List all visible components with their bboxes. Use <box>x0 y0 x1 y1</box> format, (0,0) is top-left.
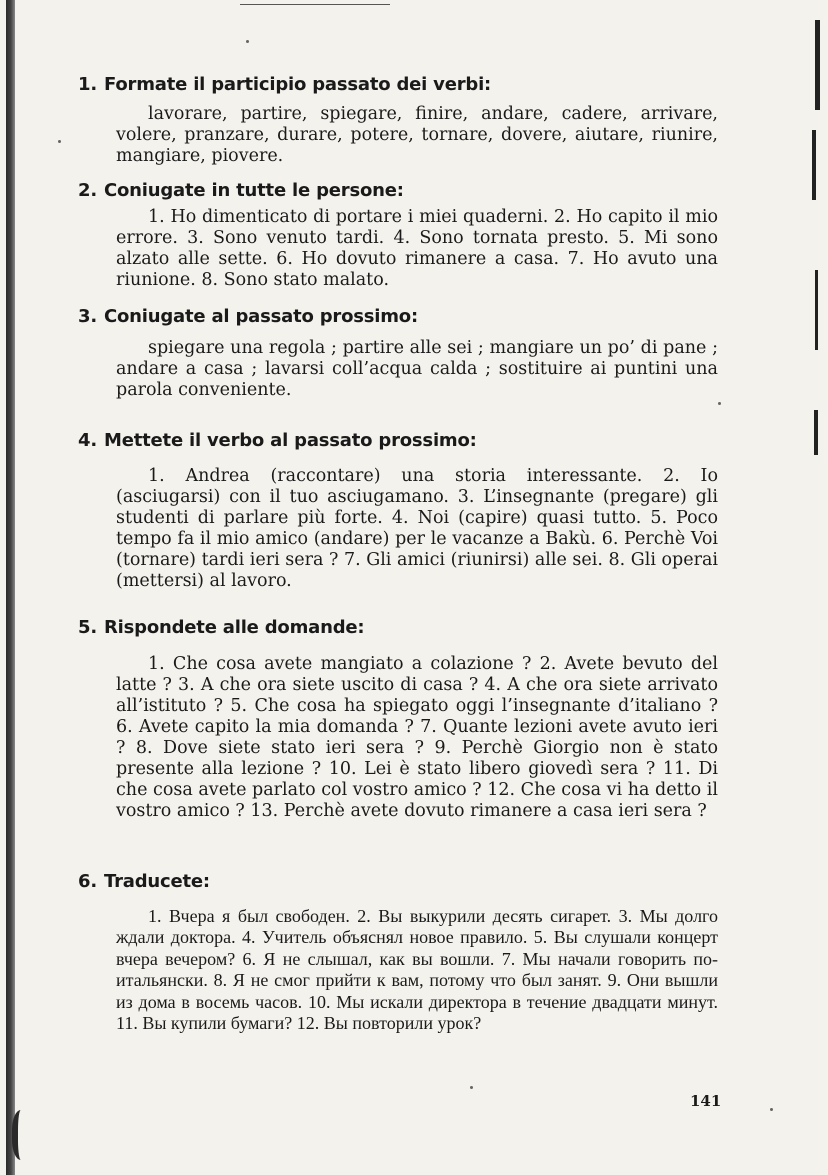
edge-shadow-mark <box>814 410 818 455</box>
scan-speck <box>58 140 61 143</box>
exercise-title: Formate il participio passato dei verbi: <box>104 74 492 95</box>
exercise-heading <box>78 306 418 327</box>
exercise-number: 2. <box>78 180 97 201</box>
exercise-text: 1. Ho dimenticato di portare i miei quaderni. 2. Ho capito il mio errore. 3. Sono venuto tardi. 4. Sono tornata presto. 5. Mi sono alzato alle sette. 6. Ho dovuto rimanere a casa. 7. Ho avuto una riunione. 8. Sono stato malato. <box>116 207 718 290</box>
exercise-title: Traducete: <box>104 871 210 892</box>
exercise-number: 1. <box>78 74 97 95</box>
exercise-number: 3. <box>78 306 97 327</box>
page-curl-mark <box>12 1110 34 1160</box>
exercise-title: Mettete il verbo al passato prossimo: <box>104 430 477 451</box>
exercise-heading <box>78 180 404 201</box>
scan-speck <box>770 1108 773 1111</box>
scan-speck <box>718 402 721 405</box>
exercise-text: 1. Che cosa avete mangiato a colazione ? 2. Avete bevuto del latte ? 3. A che ora siete uscito di casa ? 4. A che ora siete arrivato all’istituto ? 5. Che cosa ha spiegato oggi l’insegnante d’italiano ? 6. Avete capito la mia domanda ? 7. Quante lezioni avete avuto ieri ? 8. Dove siete stato ieri sera ? 9. Perchè Giorgio non è stato presente alla lezione ? 10. Lei è stato libero giovedì sera ? 11. Di che cosa avete parlato col vostro amico ? 12. Che cosa vi ha detto il vostro amico ? 13. Perchè avete dovuto rimanere a casa ieri sera ? <box>116 654 718 821</box>
exercise-text: 1. Andrea (raccontare) una storia interessante. 2. Io (asciugarsi) con il tuo asciugamano. 3. L’insegnante (pregare) gli studenti di parlare più forte. 4. Noi (capire) quasi tutto. 5. Poco tempo fa il mio amico (andare) per le vacanze a Bakù. 6. Perchè Voi (tornare) tardi ieri sera ? 7. Gli amici (riunirsi) alle sei. 8. Gli operai (mettersi) al lavoro. <box>116 466 718 591</box>
exercise-number: 5. <box>78 617 97 638</box>
exercise-number: 6. <box>78 871 97 892</box>
edge-shadow-mark <box>812 130 816 200</box>
exercise-text: 1. Вчера я был свободен. 2. Вы выкурили десять сигарет. 3. Мы долго ждали доктора. 4. Учитель объяснял новое правило. 5. Вы слушали концерт вчера вечером? 6. Я не слышал, как вы вошли. 7. Мы начали говорить по-итальянски. 8. Я не смог прийти к вам, потому что был занят. 9. Они вышли из дома в восемь часов. 10. Мы искали директора в течение двадцати минут. 11. Вы купили бумаги? 12. Вы повторили урок? <box>116 906 718 1034</box>
page-number: 141 <box>690 1092 722 1110</box>
book-spine-shadow <box>6 0 15 1175</box>
edge-shadow-mark <box>815 270 818 350</box>
scan-speck <box>246 40 249 43</box>
exercise-number: 4. <box>78 430 97 451</box>
exercise-heading <box>78 430 477 451</box>
scan-speck <box>470 1086 473 1089</box>
exercise-heading <box>78 74 491 95</box>
exercise-heading <box>78 617 364 638</box>
top-edge-line <box>240 4 390 5</box>
exercise-title: Rispondete alle domande: <box>104 617 365 638</box>
exercise-title: Coniugate al passato prossimo: <box>104 306 418 327</box>
edge-shadow-mark <box>815 20 820 110</box>
exercise-text: lavorare, partire, spiegare, finire, andare, cadere, arrivare, volere, pranzare, durare, potere, tornare, dovere, aiutare, riunire, mangiare, piovere. <box>116 104 718 166</box>
exercise-heading <box>78 871 210 892</box>
exercise-title: Coniugate in tutte le persone: <box>104 180 404 201</box>
exercise-text: spiegare una regola ; partire alle sei ; mangiare un po’ di pane ; andare a casa ; lavarsi coll’acqua calda ; sostituire ai puntini una parola conveniente. <box>116 338 718 400</box>
